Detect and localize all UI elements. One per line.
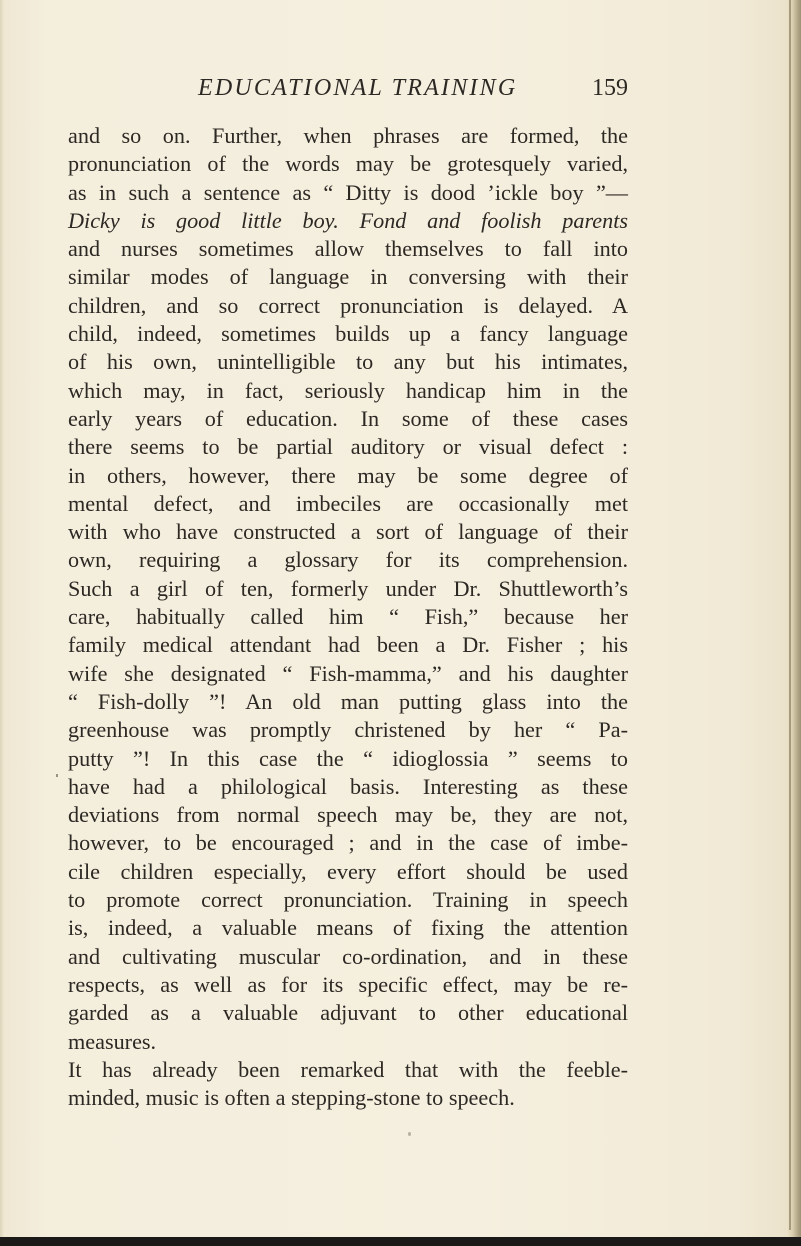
text-line: however, to be encouraged ; and in the case of imbe- [68, 830, 628, 856]
text-line: family medical attendant had been a Dr. Fisher ; his [68, 632, 628, 658]
page-left-edge [0, 0, 4, 1246]
text-line: and nurses sometimes allow themselves to fall into [68, 236, 628, 262]
text-line: early years of education. In some of these cases [68, 405, 628, 431]
text-line: It has already been remarked that with the feeble- [68, 1056, 628, 1082]
text-line: as in such a sentence as “ Ditty is dood ’ickle boy ”— [68, 179, 628, 205]
running-title: EDUCATIONAL TRAINING [198, 75, 518, 101]
text-line: to promote correct pronunciation. Training in speech [68, 887, 628, 913]
text-line: minded, music is often a stepping-stone to speech. [68, 1085, 515, 1111]
text-line: child, indeed, sometimes builds up a fancy language [68, 321, 628, 347]
text-line: respects, as well as for its specific effect, may be re- [68, 971, 628, 997]
text-line: wife she designated “ Fish-mamma,” and his daughter [68, 660, 628, 686]
text-line: Such a girl of ten, formerly under Dr. Shuttleworth’s [68, 575, 628, 601]
text-line: with who have constructed a sort of language of their [68, 519, 628, 545]
text-line: mental defect, and imbeciles are occasionally met [68, 490, 628, 516]
margin-mark [56, 774, 58, 777]
text-line: similar modes of language in conversing with their [68, 264, 628, 290]
text-line: pronunciation of the words may be grotesquely varied, [68, 151, 628, 177]
text-line: measures. [68, 1028, 157, 1054]
text-line: garded as a valuable adjuvant to other educational [68, 1000, 628, 1026]
text-line: there seems to be partial auditory or visual defect : [68, 434, 628, 460]
text-line: “ Fish-dolly ”! An old man putting glass into the [68, 688, 628, 714]
text-line: have had a philological basis. Interesting as these [68, 773, 628, 799]
page-number: 159 [592, 75, 628, 101]
text-line: which may, in fact, seriously handicap him in the [68, 377, 628, 403]
text-line: greenhouse was promptly christened by her “ Pa- [68, 717, 628, 743]
binding-line [789, 0, 791, 1230]
text-line: cile children especially, every effort should be used [68, 858, 628, 884]
body-text [68, 122, 628, 1112]
text-line: Dicky is good little boy. Fond and foolish parents [68, 207, 628, 233]
paper-speck [408, 1132, 411, 1136]
text-line: of his own, unintelligible to any but his intimates, [68, 349, 628, 375]
running-head [68, 72, 628, 112]
text-line: in others, however, there may be some degree of [68, 462, 628, 488]
text-line: and so on. Further, when phrases are formed, the [68, 123, 628, 148]
text-line: is, indeed, a valuable means of fixing the attention [68, 915, 628, 941]
page-bottom-edge [0, 1237, 801, 1246]
text-line: deviations from normal speech may be, they are not, [68, 802, 628, 828]
text-line: care, habitually called him “ Fish,” because her [68, 604, 628, 630]
text-line: putty ”! In this case the “ idioglossia ” seems to [68, 745, 628, 771]
text-line: own, requiring a glossary for its comprehension. [68, 547, 628, 573]
text-line: and cultivating muscular co-ordination, and in these [68, 943, 628, 969]
text-line: children, and so correct pronunciation is delayed. A [68, 292, 628, 318]
